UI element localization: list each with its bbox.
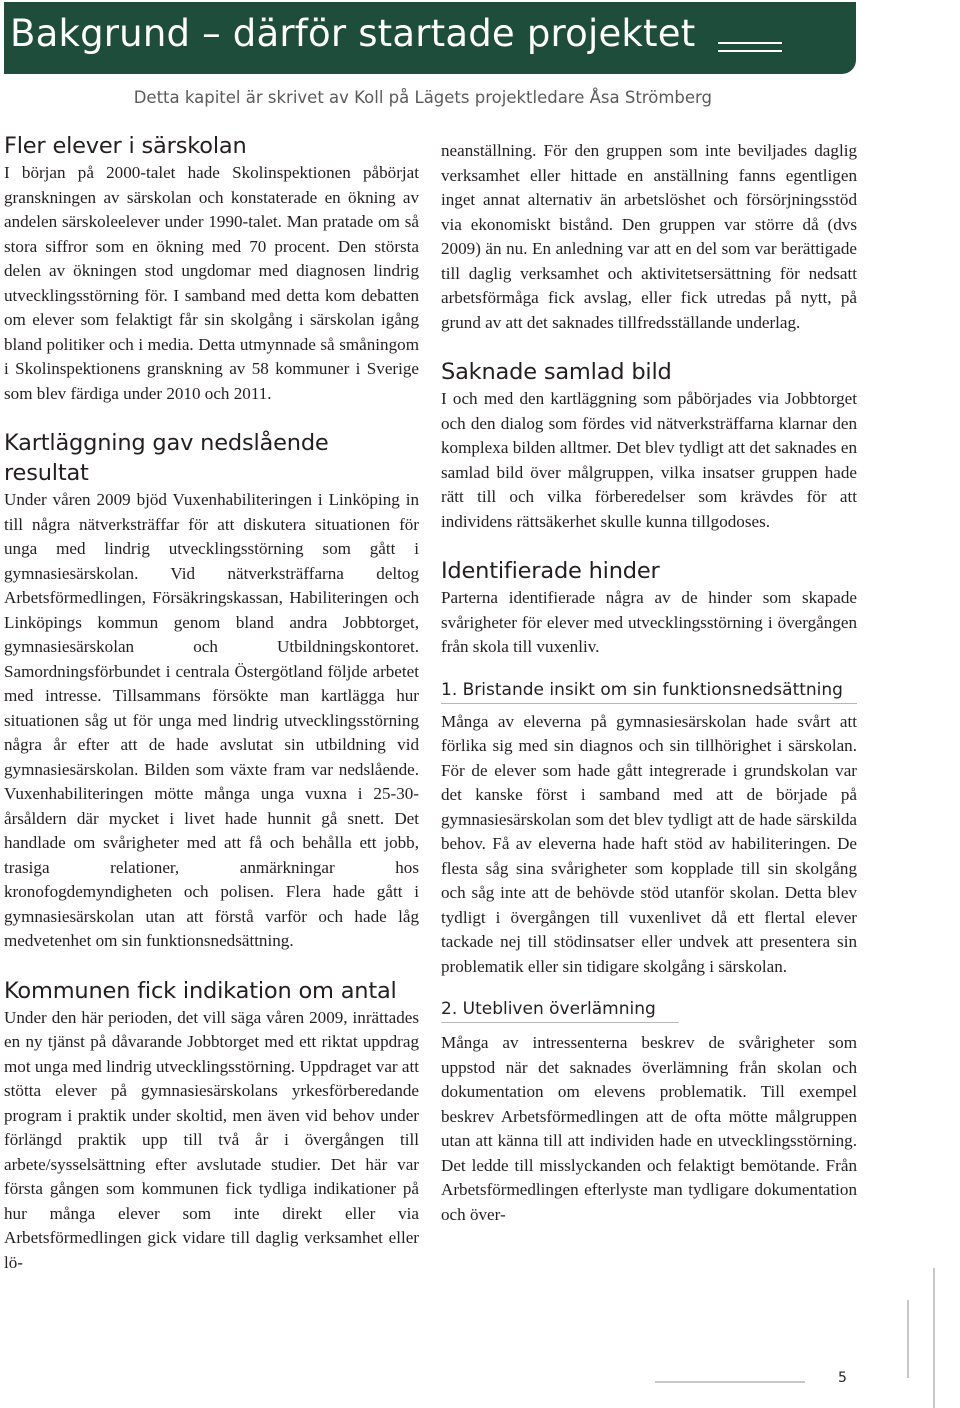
- body-paragraph: I och med den kartläggning som påbörjades via Jobbtorget och den dialog som fördes vid nätverksträffarna klarnar den komplexa bilden alltmer. Det blev tydligt att det saknades en samlad bild över målgruppen, vilka insatser gruppen hade rätt till och vilka förberedelser som krävdes för att individens rättsäkerhet skulle kunna tillgodoses.: [441, 389, 857, 531]
- chapter-title: Bakgrund – därför startade projektet: [10, 12, 696, 55]
- author-byline: Detta kapitel är skrivet av Koll på Lägets projektledare Åsa Strömberg: [133, 88, 712, 107]
- body-paragraph: Många av eleverna på gymnasiesärskolan hade svårt att förlika sig med sin diagnos och sin tillhörighet i särskolan. För de elever som hade gått integrerade i grundskolan var det kanske först i samband med att de började på gymnasiesärskolan som det blev tydligt att de hade särskilda behov. Få av eleverna hade haft stöd av habiliteringen. De flesta såg sina svårigheter som kopplade till sin skolgång och såg inte att de behövde stöd utanför skolan. Detta blev tydligt i övergången till vuxenlivet då ett flertal elever tackade nej till stödinsatser eller undvek att presentera sin problematik eller sin tidigare skolgång i särskolan.: [441, 711, 857, 976]
- body-paragraph: Under den här perioden, det vill säga våren 2009, inrättades en ny tjänst på dåvarande Jobbtorget med ett riktat uppdrag mot unga med lindrig utvecklingsstörning. Uppdraget var att stötta elever på gymnasiesärskolans yrkesförberedande program i praktik under skoltid, men även vid behov under förlängd praktik upp till två år i övergången till arbete/sysselsättning efter avslutade studier. Det här var första gången som kommunen fick tydliga indikationer på hur många elever som inte direkt eller via Arbetsförmedlingen gick vidare till daglig verksamhet eller lö-: [4, 1007, 419, 1272]
- body-paragraph: I början på 2000-talet hade Skolinspektionen påbörjat granskningen av särskolan och konstaterade en ökning av andelen särskoleelever under 1990-talet. Man pratade om så stora siffror som en ökning med 70 procent. Den största delen av ökningen stod ungdomar med diagnosen lindrig utvecklingsstörning för. I samband med detta kom debatten om elever som felaktigt får sin skolgång i särskolan igång bland politiker och i media. Detta utmynnade så småningom i Skolinspektionens granskning av 58 kommuner i Sverige som blev färdiga under 2010 och 2011.: [4, 163, 419, 403]
- section-heading: Fler elever i särskolan: [4, 133, 247, 159]
- footer-rule: [933, 1268, 935, 1408]
- footer-rule: [655, 1381, 805, 1383]
- page-number: 5: [838, 1370, 847, 1386]
- section-heading: Saknade samlad bild: [441, 359, 672, 385]
- body-paragraph: Parterna identifierade några av de hinder som skapade svårigheter för elever med utvecklingsstörning i övergången från skola till vuxenliv.: [441, 588, 857, 656]
- body-paragraph: Många av intressenterna beskrev de svårigheter som uppstod när det saknades överlämning från skolan och dokumentation om elevens problematik. Till exempel beskrev Arbetsförmedlingen att de ofta mötte målgruppen utan att känna till att individen hade en utvecklingsstörning. Det ledde till misslyckanden och felaktigt bemötande. Från Arbetsförmedlingen efterlyste man tydligare dokumentation och över-: [441, 1033, 857, 1224]
- subsection-heading: 2. Utebliven överlämning: [441, 998, 679, 1023]
- left-column: [4, 131, 419, 1275]
- body-paragraph: Under våren 2009 bjöd Vuxenhabiliteringen i Linköping in till några nätverksträffar för att diskutera situationen för unga med lindrig utvecklingsstörning som gått i gymnasiesärskolan. Vid nätverksträffarna deltog Arbetsförmedlingen, Försäkringskassan, Habiliteringen och Linköpings kommun genom bland andra Jobbtorget, gymnasiesärskolan och Utbildningskontoret. Samordningsförbundet i centrala Östergötland följde arbetet med intresse. Tillsammans försökte man kartlägga hur situationen såg ut för unga med lindrig utvecklingsstörning några år efter att de hade avslutat sin utbildning vid gymnasiesärskolan. Bilden som växte fram var nedslående. Vuxenhabiliteringen mötte många unga vuxna i 25-30-årsåldern där mycket i livet hade hunnit gå snett. Det handlade om svårigheter med att få och behålla ett jobb, trasiga relationer, anmärkningar hos kronofogdemyndigheten och polisen. Flera hade gått i gymnasiesärskolan utan att förstå varför och hade låg medvetenhet om sin funktionsnedsättning.: [4, 490, 419, 950]
- section-heading: Identifierade hinder: [441, 558, 660, 584]
- chapter-banner: [4, 2, 856, 74]
- right-column: [441, 139, 857, 1227]
- section-heading: Kommunen fick indikation om antal: [4, 977, 397, 1004]
- footer-rule: [907, 1300, 909, 1378]
- subsection-heading: 1. Bristande insikt om sin funktionsnedsättning: [441, 679, 857, 704]
- banner-decoration: [718, 42, 782, 54]
- body-paragraph: neanställning. För den gruppen som inte beviljades daglig verksamhet eller hittade en anställning fanns egentligen inget annat alternativ än arbetslöshet och försörjningsstöd via ekonomiskt bistånd. Den gruppen var större då (dvs 2009) än nu. En anledning var att en del som var berättigade till daglig verksamhet och aktivitetsersättning för nedsatt arbetsförmåga fick avslag, eller fick utredas på nytt, på grund av att det saknades tillfredsställande underlag.: [441, 141, 857, 332]
- section-heading: Kartläggning gav nedslående resultat: [4, 430, 329, 486]
